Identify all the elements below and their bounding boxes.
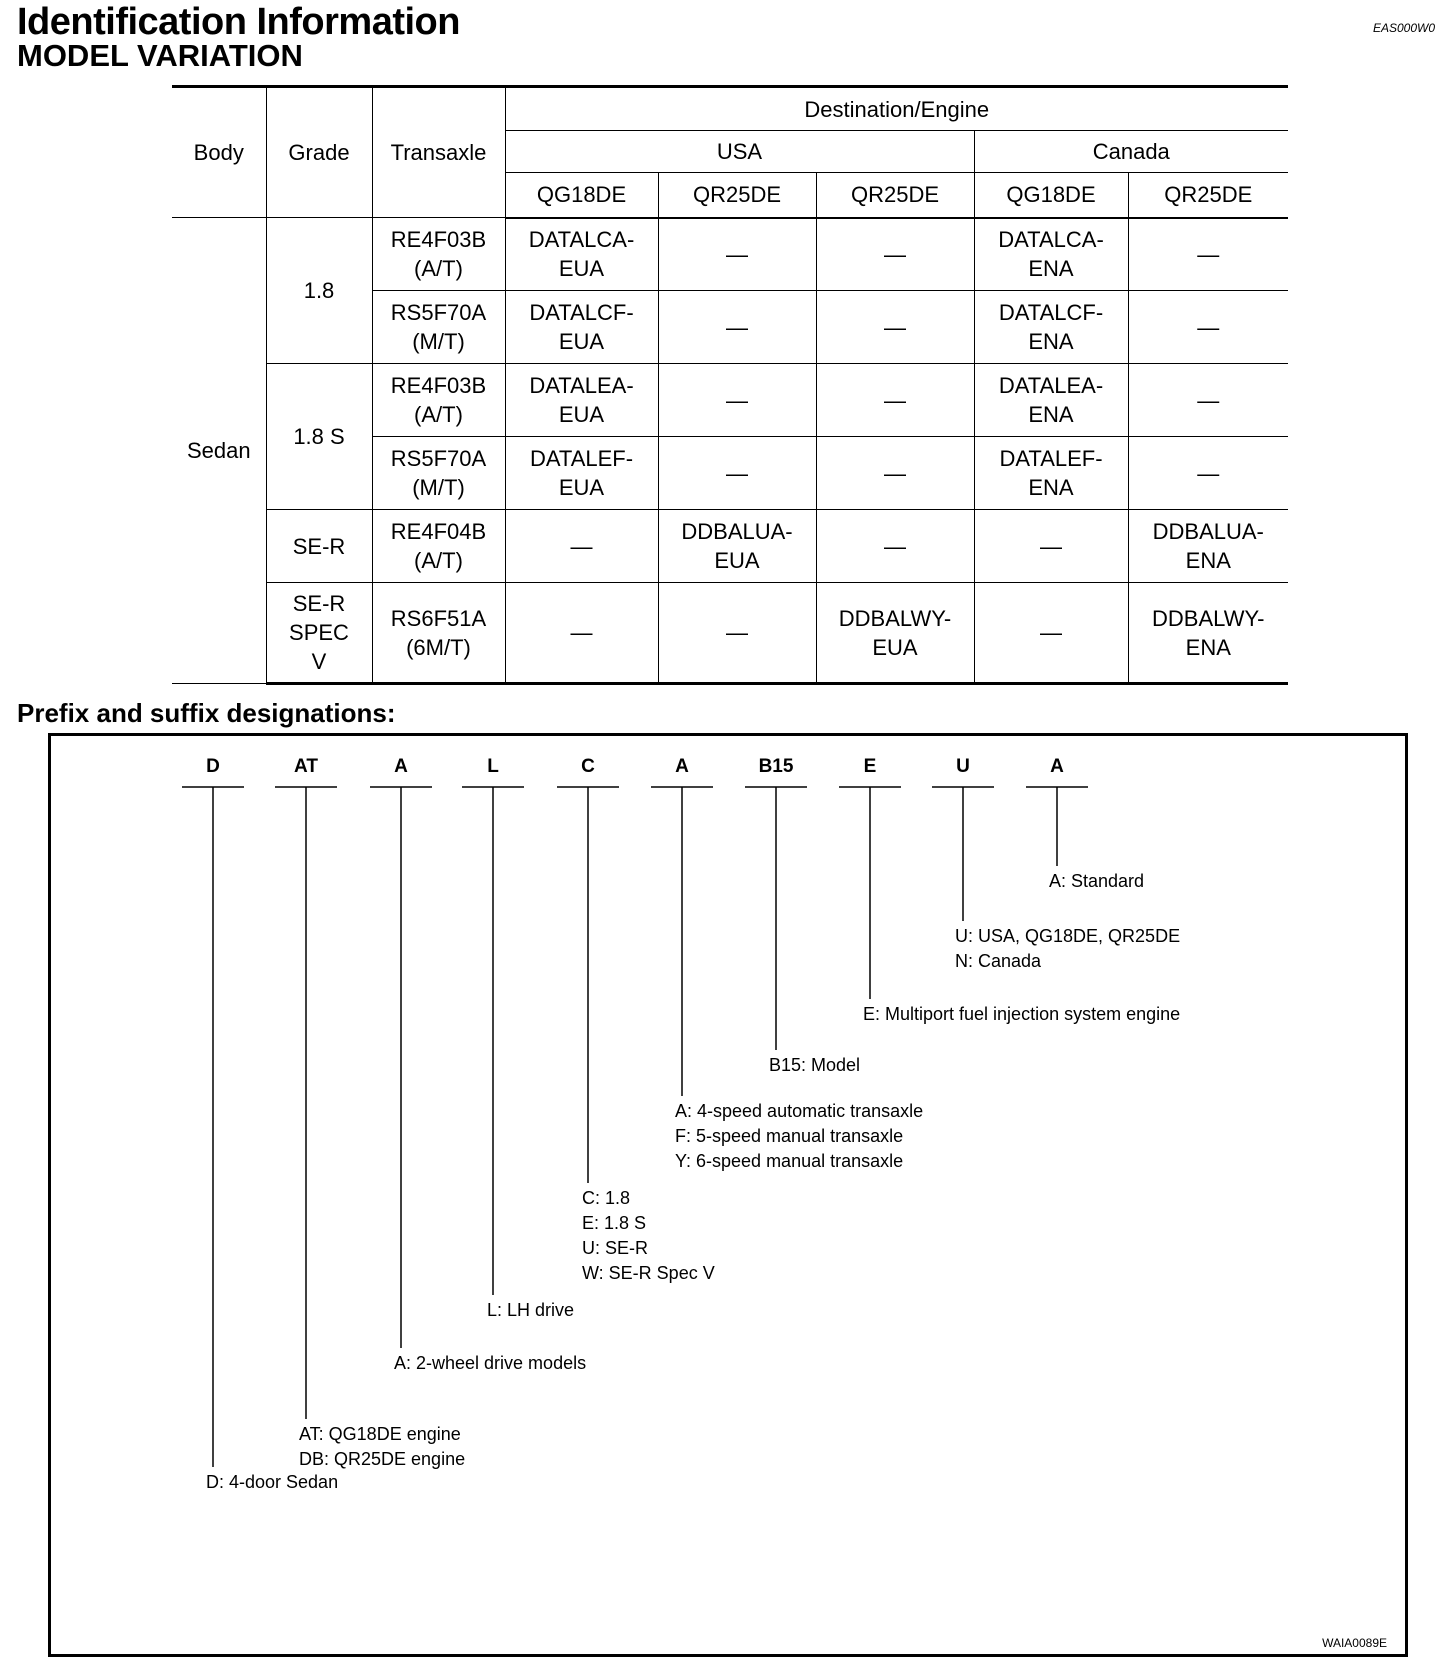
model-code-cell — [816, 218, 974, 291]
designation-diagram — [48, 733, 1408, 1657]
header-engine: QR25DE — [658, 173, 816, 218]
table-row — [172, 218, 1288, 291]
model-code-cell — [974, 218, 1128, 291]
designation-label: F: 5-speed manual transaxle — [675, 1126, 904, 1146]
transaxle-line: RE4F03B — [390, 227, 487, 252]
model-code-cell — [816, 364, 974, 437]
model-code-cell — [505, 291, 658, 364]
header-body: Body — [172, 87, 266, 218]
transaxle-cell — [372, 437, 505, 510]
model-code-line: — — [1197, 241, 1220, 267]
grade-cell: SE-R — [266, 510, 372, 583]
model-code-line: DATALCA- — [998, 227, 1104, 253]
model-code-line: DDBALUA- — [681, 519, 793, 544]
header-transaxle: Transaxle — [372, 87, 505, 218]
designation-letter: A — [394, 756, 408, 777]
model-code-line: DATALCF- — [529, 300, 634, 325]
model-code-cell — [974, 364, 1128, 437]
model-code-cell — [1128, 583, 1288, 684]
model-code-line: ENA — [1028, 475, 1074, 500]
document-code: EAS000W0 — [1373, 21, 1436, 35]
model-code-line: DDBALWY- — [838, 605, 952, 631]
transaxle-cell — [372, 291, 505, 364]
designation-label: A: 4-speed automatic transaxle — [675, 1101, 924, 1121]
transaxle-line: (M/T) — [412, 329, 465, 354]
designation-label: Y: 6-speed manual transaxle — [675, 1151, 904, 1171]
table-row — [172, 364, 1288, 437]
model-code-cell — [505, 437, 658, 510]
model-code-line: EUA — [872, 634, 918, 660]
model-code-line: — — [1040, 533, 1062, 559]
model-code-line: — — [884, 314, 906, 340]
model-code-cell — [1128, 218, 1288, 291]
designation-label: E: 1.8 S — [582, 1213, 647, 1233]
model-code-cell — [974, 583, 1128, 684]
connector-lines — [51, 736, 1405, 1654]
designation-label: E: Multiport fuel injection system engine — [863, 1004, 1181, 1024]
figure-code: WAIA0089E — [1322, 1636, 1387, 1650]
model-code-line: DATALCF- — [998, 300, 1104, 325]
designation-label: B15: Model — [769, 1055, 861, 1075]
header-engine: QG18DE — [974, 173, 1128, 218]
designation-letter: B15 — [758, 756, 794, 777]
designation-letter: A — [1050, 756, 1064, 777]
model-code-line: DATALCA- — [528, 227, 635, 253]
model-code-line: — — [884, 387, 906, 413]
designation-letter: L — [487, 756, 499, 777]
grade-cell: 1.8 — [266, 218, 372, 364]
model-code-line: DATALEA- — [529, 373, 634, 398]
transaxle-line: (6M/T) — [406, 634, 471, 660]
model-code-line: — — [884, 241, 906, 267]
section-title-designations: Prefix and suffix designations: — [17, 698, 396, 728]
transaxle-line: RS5F70A — [390, 446, 487, 471]
model-variation-table — [172, 85, 1288, 685]
designation-label: U: SE-R — [582, 1238, 649, 1258]
designation-letter: A — [675, 756, 689, 777]
grade-cell: SE-R SPEC V — [266, 583, 372, 684]
designation-label: U: USA, QG18DE, QR25DE — [955, 926, 1181, 946]
designation-label: C: 1.8 — [582, 1188, 631, 1208]
model-code-line: ENA — [1185, 548, 1231, 573]
transaxle-line: (A/T) — [414, 402, 463, 427]
model-code-cell — [658, 364, 816, 437]
transaxle-cell — [372, 364, 505, 437]
model-code-cell — [1128, 364, 1288, 437]
designation-letter: C — [581, 756, 595, 777]
section-title-model-variation: MODEL VARIATION — [17, 38, 303, 73]
designation-label: A: Standard — [1049, 871, 1145, 891]
model-code-cell — [658, 291, 816, 364]
grade-cell: 1.8 S — [266, 364, 372, 510]
header-usa: USA — [505, 131, 974, 173]
model-code-cell — [658, 437, 816, 510]
model-code-line: — — [726, 460, 748, 486]
designation-label: N: Canada — [955, 951, 1042, 971]
model-code-line: — — [884, 460, 906, 486]
model-code-cell — [658, 218, 816, 291]
model-code-line: EUA — [558, 402, 605, 427]
transaxle-cell — [372, 510, 505, 583]
model-code-line: EUA — [714, 548, 760, 573]
model-code-cell — [974, 291, 1128, 364]
designation-label: W: SE-R Spec V — [582, 1263, 715, 1283]
model-code-line: — — [1197, 387, 1220, 413]
model-code-line: — — [1040, 620, 1062, 645]
model-code-cell — [505, 583, 658, 684]
model-code-cell — [974, 510, 1128, 583]
designation-label: AT: QG18DE engine — [299, 1424, 461, 1444]
model-code-cell — [505, 364, 658, 437]
model-code-line: ENA — [1028, 256, 1074, 282]
model-code-line: EUA — [558, 475, 605, 500]
designation-label: D: 4-door Sedan — [206, 1472, 339, 1492]
transaxle-line: (A/T) — [414, 548, 463, 573]
transaxle-cell — [372, 583, 505, 684]
model-code-line: DATALEA- — [998, 373, 1104, 398]
transaxle-line: RE4F03B — [390, 373, 487, 398]
designation-label: A: 2-wheel drive models — [394, 1353, 587, 1373]
model-code-cell — [816, 583, 974, 684]
model-code-line: — — [726, 241, 748, 267]
designation-letter: AT — [294, 756, 318, 777]
model-code-line: ENA — [1185, 634, 1231, 660]
model-code-line: EUA — [558, 329, 605, 354]
model-code-line: — — [570, 533, 593, 559]
transaxle-line: RE4F04B — [390, 519, 487, 544]
transaxle-line: RS5F70A — [390, 300, 487, 325]
header-canada: Canada — [974, 131, 1288, 173]
model-code-line: EUA — [558, 256, 605, 282]
designation-letter: D — [206, 756, 220, 777]
header-grade: Grade — [266, 87, 372, 218]
model-code-line: — — [726, 387, 748, 413]
model-code-line: DATALEF- — [529, 446, 634, 471]
designation-letter: U — [956, 756, 970, 777]
model-code-line: ENA — [1028, 402, 1074, 427]
designation-label: L: LH drive — [487, 1300, 575, 1320]
transaxle-cell — [372, 218, 505, 291]
model-code-cell — [505, 510, 658, 583]
model-code-cell — [1128, 510, 1288, 583]
designation-label: DB: QR25DE engine — [299, 1449, 466, 1469]
transaxle-line: RS6F51A — [390, 605, 487, 631]
table-row — [172, 583, 1288, 684]
transaxle-line: (A/T) — [414, 256, 463, 281]
transaxle-line: (M/T) — [412, 475, 465, 500]
model-code-line: — — [726, 620, 748, 645]
model-code-cell — [974, 437, 1128, 510]
header-destination-engine: Destination/Engine — [505, 87, 1288, 131]
model-code-line: — — [884, 533, 906, 559]
model-code-line: — — [726, 314, 748, 340]
model-code-cell — [658, 583, 816, 684]
body-cell: Sedan — [172, 218, 266, 684]
model-code-line: DATALEF- — [999, 446, 1103, 471]
table-row — [172, 510, 1288, 583]
model-code-cell — [816, 291, 974, 364]
designation-letter: E — [863, 756, 877, 777]
model-code-line: — — [570, 620, 593, 645]
model-code-cell — [1128, 437, 1288, 510]
model-code-line: — — [1197, 460, 1220, 486]
model-code-line: — — [1197, 314, 1220, 340]
model-code-line: ENA — [1028, 329, 1074, 354]
model-code-cell — [816, 510, 974, 583]
header-engine: QR25DE — [1128, 173, 1288, 218]
model-code-line: DDBALUA- — [1152, 519, 1264, 544]
model-code-cell — [505, 218, 658, 291]
model-code-cell — [816, 437, 974, 510]
model-code-cell — [658, 510, 816, 583]
page-title: Identification Information — [17, 1, 460, 43]
model-code-cell — [1128, 291, 1288, 364]
header-engine: QR25DE — [816, 173, 974, 218]
model-code-line: DDBALWY- — [1152, 605, 1265, 631]
header-engine: QG18DE — [505, 173, 658, 218]
